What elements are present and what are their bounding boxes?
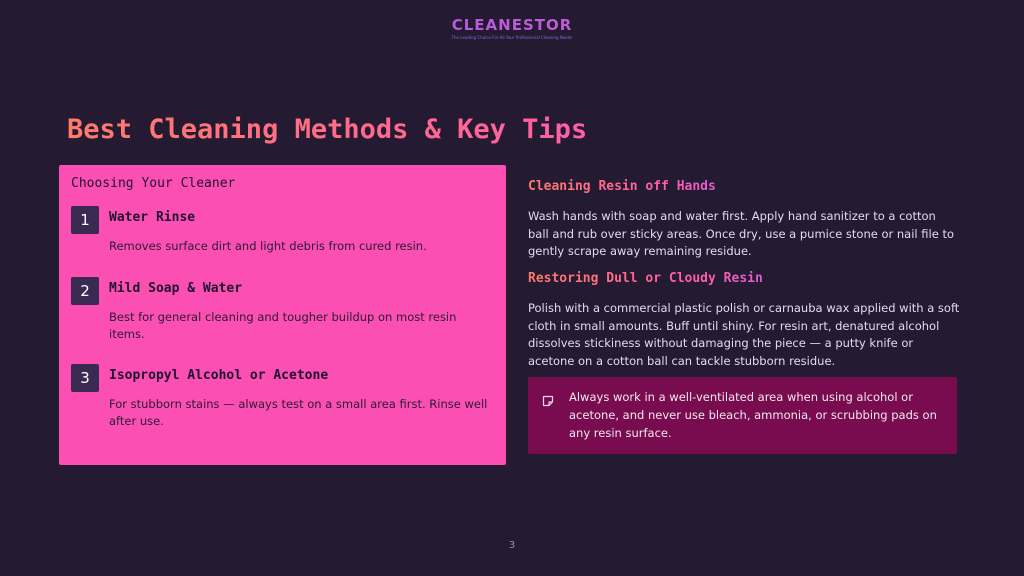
section-body: Wash hands with soap and water first. Apply hand sanitizer to a cotton ball and rub over sticky areas. Once dry, use a pumice stone or nail file to gently scrape away remaining residue. — [528, 209, 954, 258]
step-description: Removes surface dirt and light debris from cured resin. — [109, 239, 427, 253]
step-title: Water Rinse — [109, 210, 196, 225]
step-title: Mild Soap & Water — [109, 281, 243, 296]
note-text: Always work in a well-ventilated area when using alcohol or acetone, and never use bleach, ammonia, or scrubbing pads on any resin surface. — [569, 390, 937, 440]
step-number: 3 — [71, 364, 99, 392]
cleaner-card — [59, 165, 506, 465]
step-number: 2 — [71, 277, 99, 305]
section-title: Restoring Dull or Cloudy Resin — [528, 271, 763, 286]
step-number: 1 — [71, 206, 99, 234]
logo-tagline: The Leading Choice For All Your Professional Cleaning Needs — [451, 35, 573, 40]
card-heading: Choosing Your Cleaner — [71, 176, 236, 191]
page-number: 3 — [508, 540, 516, 551]
section-body: Polish with a commercial plastic polish or carnauba wax applied with a soft cloth in small amounts. Buff until shiny. For resin art, denatured alcohol dissolves stickiness without damaging the piece — a putty knife or acetone on a cotton ball can tackle stubborn residue. — [528, 301, 960, 368]
section-hands — [528, 175, 960, 261]
step-description: For stubborn stains — always test on a small area first. Rinse well after use. — [109, 397, 488, 428]
section-restoring — [528, 267, 960, 370]
brand-logo — [0, 16, 1024, 41]
slide-title: Best Cleaning Methods & Key Tips — [67, 112, 587, 148]
section-title: Cleaning Resin off Hands — [528, 179, 716, 194]
step-title: Isopropyl Alcohol or Acetone — [109, 368, 329, 383]
logo-wordmark: CLEANESTOR — [0, 16, 1024, 34]
step-description: Best for general cleaning and tougher buildup on most resin items. — [109, 310, 457, 341]
note-icon — [542, 395, 554, 407]
safety-note — [528, 377, 957, 454]
